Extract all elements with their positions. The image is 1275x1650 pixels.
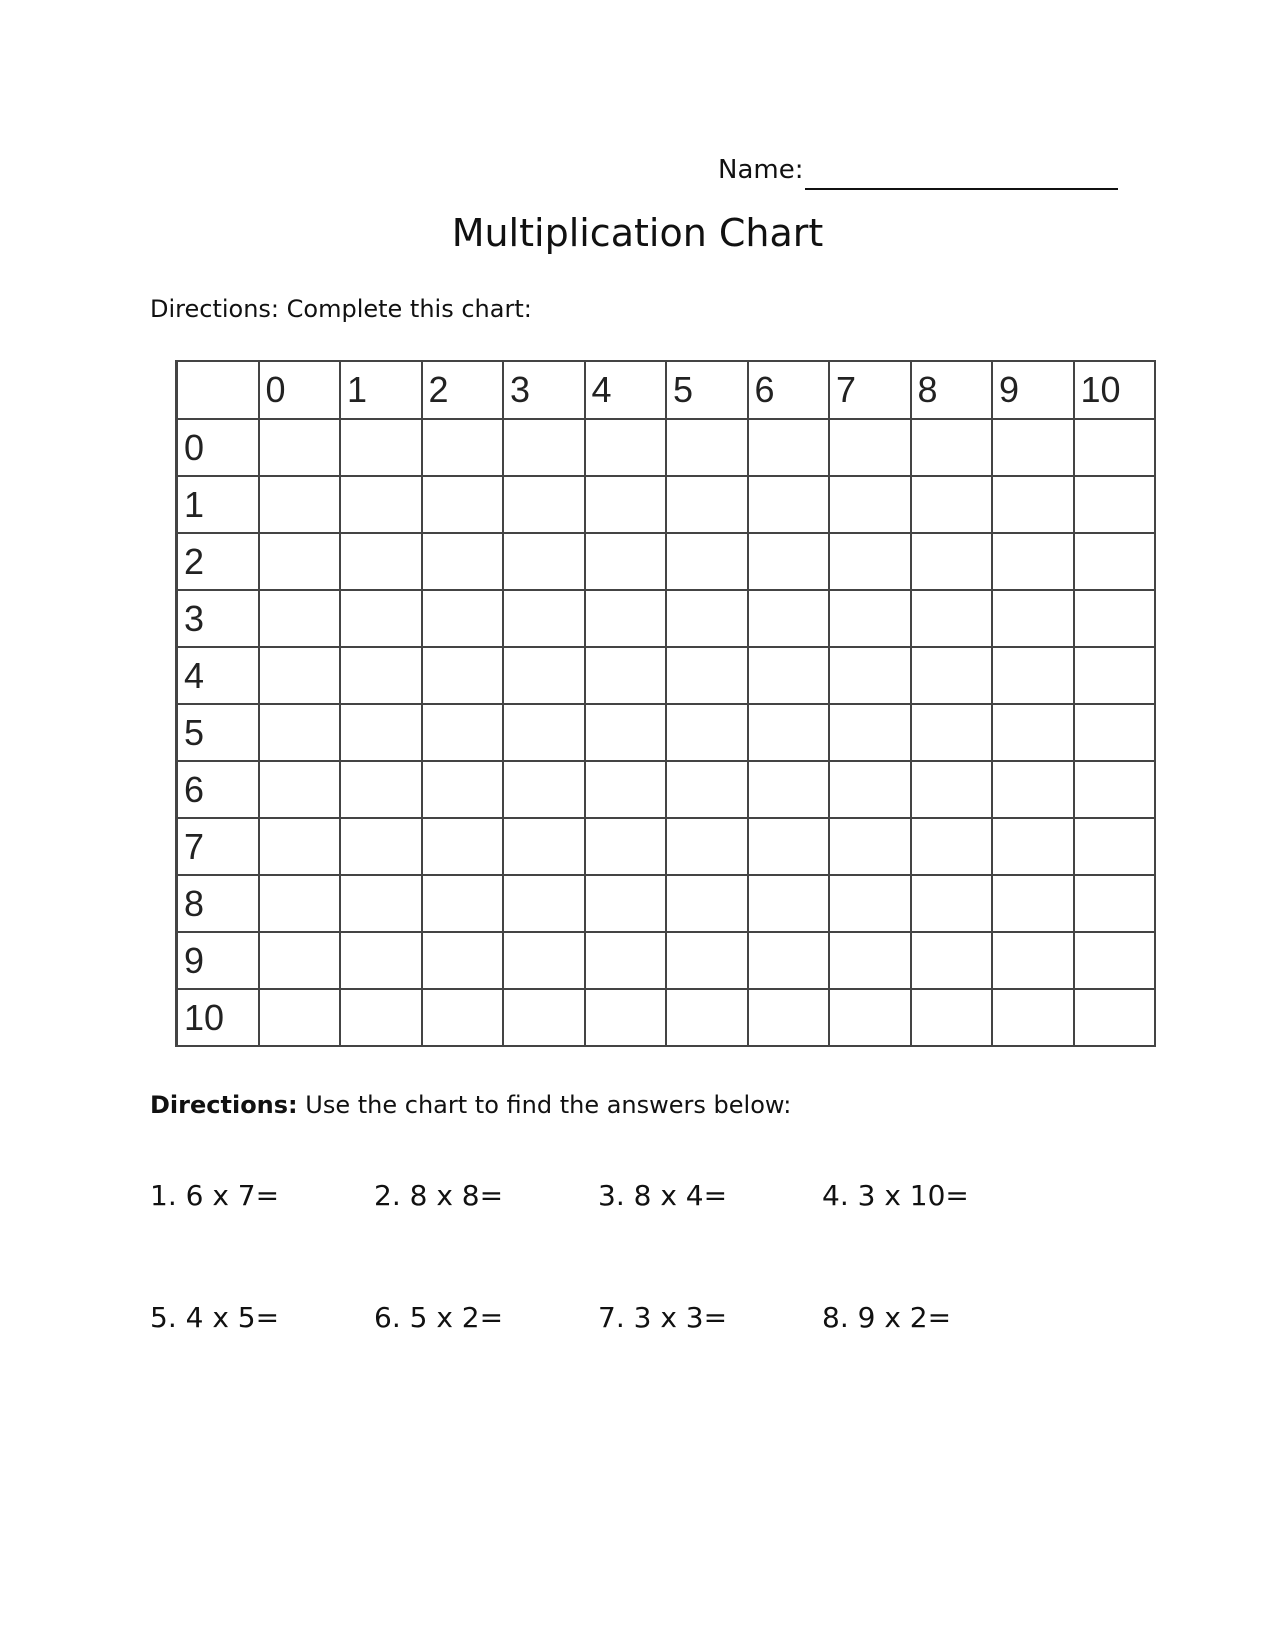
- answer-cell[interactable]: [1074, 590, 1156, 647]
- directions-complete-chart: Directions: Complete this chart:: [150, 295, 532, 323]
- answer-cell[interactable]: [340, 533, 422, 590]
- problem-row-1: [150, 1176, 1150, 1216]
- answer-cell[interactable]: [585, 647, 667, 704]
- answer-cell[interactable]: [911, 419, 993, 476]
- answer-cell[interactable]: [340, 419, 422, 476]
- answer-cell[interactable]: [992, 932, 1074, 989]
- answer-cell[interactable]: [1074, 533, 1156, 590]
- row-header-cell: 3: [177, 590, 259, 647]
- problem-item: 6. 5 x 2=: [374, 1301, 504, 1334]
- answer-cell[interactable]: [422, 818, 504, 875]
- directions-text: Use the chart to find the answers below:: [297, 1091, 792, 1119]
- problem-item: 8. 9 x 2=: [822, 1301, 952, 1334]
- name-field: [718, 150, 1118, 190]
- answer-cell[interactable]: [422, 590, 504, 647]
- multiplication-grid: [175, 360, 1156, 1047]
- answer-cell[interactable]: [340, 875, 422, 932]
- grid-row: [177, 647, 1156, 704]
- answer-cell[interactable]: [259, 647, 341, 704]
- answer-cell[interactable]: [259, 875, 341, 932]
- grid-row: [177, 875, 1156, 932]
- answer-cell[interactable]: [911, 590, 993, 647]
- answer-cell[interactable]: [422, 647, 504, 704]
- answer-cell[interactable]: [911, 533, 993, 590]
- name-label: Name:: [718, 155, 804, 185]
- problem-row-2: [150, 1298, 1150, 1338]
- answer-cell[interactable]: [666, 647, 748, 704]
- answer-cell[interactable]: [503, 818, 585, 875]
- answer-cell[interactable]: [748, 761, 830, 818]
- answer-cell[interactable]: [911, 875, 993, 932]
- column-header-cell: 7: [829, 361, 911, 419]
- row-header-cell: 0: [177, 419, 259, 476]
- column-header-cell: 0: [259, 361, 341, 419]
- answer-cell[interactable]: [992, 590, 1074, 647]
- answer-cell[interactable]: [666, 590, 748, 647]
- answer-cell[interactable]: [422, 533, 504, 590]
- answer-cell[interactable]: [829, 989, 911, 1046]
- problem-item: 3. 8 x 4=: [598, 1179, 728, 1212]
- answer-cell[interactable]: [585, 818, 667, 875]
- answer-cell[interactable]: [992, 647, 1074, 704]
- name-blank-line[interactable]: [805, 158, 1118, 190]
- row-header-cell: 8: [177, 875, 259, 932]
- column-header-cell: 1: [340, 361, 422, 419]
- answer-cell[interactable]: [585, 590, 667, 647]
- answer-cell[interactable]: [503, 932, 585, 989]
- answer-cell[interactable]: [992, 818, 1074, 875]
- answer-cell[interactable]: [340, 932, 422, 989]
- grid-header-row: [177, 361, 1156, 419]
- answer-cell[interactable]: [829, 647, 911, 704]
- column-header-cell: 3: [503, 361, 585, 419]
- row-header-cell: 7: [177, 818, 259, 875]
- answer-cell[interactable]: [503, 419, 585, 476]
- page-title: Multiplication Chart: [451, 211, 824, 255]
- problem-item: 5. 4 x 5=: [150, 1301, 280, 1334]
- grid-row: [177, 761, 1156, 818]
- column-header-cell: 5: [666, 361, 748, 419]
- row-header-cell: 2: [177, 533, 259, 590]
- grid-row: [177, 419, 1156, 476]
- answer-cell[interactable]: [340, 647, 422, 704]
- answer-cell[interactable]: [259, 590, 341, 647]
- problem-item: 1. 6 x 7=: [150, 1179, 280, 1212]
- answer-cell[interactable]: [992, 875, 1074, 932]
- column-header-cell: 2: [422, 361, 504, 419]
- answer-cell[interactable]: [911, 818, 993, 875]
- answer-cell[interactable]: [259, 704, 341, 761]
- answer-cell[interactable]: [259, 989, 341, 1046]
- answer-cell[interactable]: [829, 875, 911, 932]
- answer-cell[interactable]: [1074, 647, 1156, 704]
- answer-cell[interactable]: [503, 761, 585, 818]
- answer-cell[interactable]: [1074, 761, 1156, 818]
- answer-cell[interactable]: [503, 476, 585, 533]
- answer-cell[interactable]: [1074, 818, 1156, 875]
- row-header-cell: 9: [177, 932, 259, 989]
- answer-cell[interactable]: [829, 818, 911, 875]
- answer-cell[interactable]: [911, 932, 993, 989]
- answer-cell[interactable]: [992, 761, 1074, 818]
- answer-cell[interactable]: [829, 761, 911, 818]
- answer-cell[interactable]: [829, 476, 911, 533]
- grid-row: [177, 989, 1156, 1046]
- answer-cell[interactable]: [829, 704, 911, 761]
- answer-cell[interactable]: [503, 647, 585, 704]
- answer-cell[interactable]: [992, 533, 1074, 590]
- answer-cell[interactable]: [585, 761, 667, 818]
- answer-cell[interactable]: [666, 989, 748, 1046]
- answer-cell[interactable]: [259, 932, 341, 989]
- answer-cell[interactable]: [1074, 989, 1156, 1046]
- answer-cell[interactable]: [503, 875, 585, 932]
- answer-cell[interactable]: [422, 419, 504, 476]
- column-header-cell: 6: [748, 361, 830, 419]
- grid-row: [177, 932, 1156, 989]
- answer-cell[interactable]: [829, 419, 911, 476]
- answer-cell[interactable]: [503, 533, 585, 590]
- answer-cell[interactable]: [666, 761, 748, 818]
- answer-cell[interactable]: [259, 761, 341, 818]
- answer-cell[interactable]: [666, 419, 748, 476]
- answer-cell[interactable]: [422, 875, 504, 932]
- answer-cell[interactable]: [748, 875, 830, 932]
- answer-cell[interactable]: [748, 590, 830, 647]
- directions-label: Directions:: [150, 1091, 298, 1119]
- answer-cell[interactable]: [911, 761, 993, 818]
- problem-item: 2. 8 x 8=: [374, 1179, 504, 1212]
- column-header-cell: 10: [1074, 361, 1156, 419]
- answer-cell[interactable]: [992, 419, 1074, 476]
- answer-cell[interactable]: [666, 818, 748, 875]
- answer-cell[interactable]: [340, 818, 422, 875]
- answer-cell[interactable]: [748, 476, 830, 533]
- row-header-cell: 4: [177, 647, 259, 704]
- answer-cell[interactable]: [340, 989, 422, 1046]
- answer-cell[interactable]: [666, 932, 748, 989]
- answer-cell[interactable]: [340, 590, 422, 647]
- answer-cell[interactable]: [666, 476, 748, 533]
- directions-answer-questions: [150, 1088, 791, 1122]
- answer-cell[interactable]: [748, 818, 830, 875]
- answer-cell[interactable]: [503, 989, 585, 1046]
- row-header-cell: 1: [177, 476, 259, 533]
- answer-cell[interactable]: [422, 989, 504, 1046]
- column-header-cell: 9: [992, 361, 1074, 419]
- grid-row: [177, 590, 1156, 647]
- answer-cell[interactable]: [748, 989, 830, 1046]
- grid-row: [177, 533, 1156, 590]
- answer-cell[interactable]: [503, 590, 585, 647]
- answer-cell[interactable]: [666, 704, 748, 761]
- answer-cell[interactable]: [911, 476, 993, 533]
- answer-cell[interactable]: [585, 932, 667, 989]
- answer-cell[interactable]: [911, 989, 993, 1046]
- answer-cell[interactable]: [748, 419, 830, 476]
- row-header-cell: 6: [177, 761, 259, 818]
- answer-cell[interactable]: [259, 476, 341, 533]
- answer-cell[interactable]: [259, 419, 341, 476]
- answer-cell[interactable]: [1074, 419, 1156, 476]
- answer-cell[interactable]: [585, 533, 667, 590]
- row-header-cell: 5: [177, 704, 259, 761]
- answer-cell[interactable]: [1074, 932, 1156, 989]
- answer-cell[interactable]: [1074, 875, 1156, 932]
- answer-cell[interactable]: [422, 476, 504, 533]
- grid-corner-cell: [177, 361, 259, 419]
- answer-cell[interactable]: [585, 419, 667, 476]
- column-header-cell: 8: [911, 361, 993, 419]
- answer-cell[interactable]: [992, 989, 1074, 1046]
- answer-cell[interactable]: [340, 476, 422, 533]
- answer-cell[interactable]: [585, 875, 667, 932]
- answer-cell[interactable]: [585, 989, 667, 1046]
- row-header-cell: 10: [177, 989, 259, 1046]
- answer-cell[interactable]: [829, 590, 911, 647]
- answer-cell[interactable]: [585, 704, 667, 761]
- answer-cell[interactable]: [503, 704, 585, 761]
- answer-cell[interactable]: [422, 932, 504, 989]
- column-header-cell: 4: [585, 361, 667, 419]
- answer-cell[interactable]: [829, 932, 911, 989]
- answer-cell[interactable]: [748, 533, 830, 590]
- answer-cell[interactable]: [340, 704, 422, 761]
- answer-cell[interactable]: [259, 533, 341, 590]
- answer-cell[interactable]: [666, 533, 748, 590]
- problem-item: 4. 3 x 10=: [822, 1179, 969, 1212]
- answer-cell[interactable]: [585, 476, 667, 533]
- answer-cell[interactable]: [829, 533, 911, 590]
- answer-cell[interactable]: [422, 704, 504, 761]
- answer-cell[interactable]: [992, 704, 1074, 761]
- grid-row: [177, 818, 1156, 875]
- answer-cell[interactable]: [666, 875, 748, 932]
- answer-cell[interactable]: [340, 761, 422, 818]
- answer-cell[interactable]: [748, 704, 830, 761]
- answer-cell[interactable]: [259, 818, 341, 875]
- grid-row: [177, 704, 1156, 761]
- answer-cell[interactable]: [911, 647, 993, 704]
- answer-cell[interactable]: [1074, 476, 1156, 533]
- answer-cell[interactable]: [748, 647, 830, 704]
- answer-cell[interactable]: [992, 476, 1074, 533]
- answer-cell[interactable]: [1074, 704, 1156, 761]
- grid-row: [177, 476, 1156, 533]
- answer-cell[interactable]: [911, 704, 993, 761]
- answer-cell[interactable]: [422, 761, 504, 818]
- answer-cell[interactable]: [748, 932, 830, 989]
- problem-item: 7. 3 x 3=: [598, 1301, 728, 1334]
